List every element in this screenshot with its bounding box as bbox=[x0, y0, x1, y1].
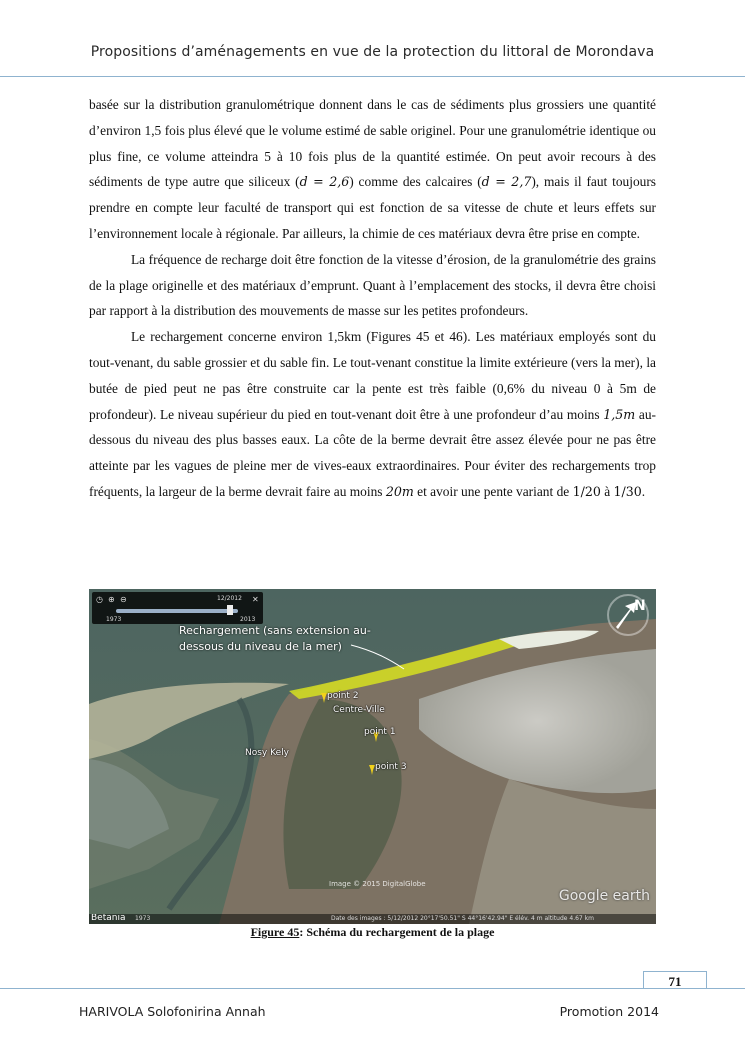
map-status-bar bbox=[89, 914, 656, 924]
footer-author: HARIVOLA Solofonirina Annah bbox=[79, 1004, 266, 1019]
text-run: à bbox=[600, 483, 614, 499]
imagery-copyright: Image © 2015 DigitalGlobe bbox=[329, 880, 426, 888]
svg-text:N: N bbox=[634, 598, 646, 614]
label-betania: Betania bbox=[91, 914, 126, 923]
status-year: 1973 bbox=[135, 915, 151, 922]
math-slope-min: 1/20 bbox=[572, 483, 601, 499]
text-run: basée sur la distribution granulométrique donnent dans le cas de sédiments plus grossiers une quantité d’environ 1,5 fois plus élevé que le volume estimé de sable originel. Pour une granulométrie identique ou plus fine, ce volume atteindra 5 à 10 fois plus de la quantité estimée. On peut avoir recours à des sédiments de type autre que siliceux ( bbox=[89, 97, 656, 190]
text-run: au-dessous du niveau des plus basses eaux. La côte de la berme devrait être assez élevée pour ne pas être atteinte par les vagues de pleine mer de vives-eaux extraordinaires. Pour éviter des rechargements trop fréquents, la largeur de la berme devrait faire au moins bbox=[89, 406, 657, 499]
math-density-calcaire: d = 2,7 bbox=[481, 174, 532, 190]
figure-reference[interactable]: Figure 45 bbox=[250, 925, 300, 939]
status-info: Date des images : 5/12/2012 20°17'50.51" S 44°16'42.94" E élév. 4 m altitude 4.67 km bbox=[331, 915, 594, 922]
historical-imagery-timeline[interactable] bbox=[92, 592, 263, 624]
timeline-start: 1973 bbox=[106, 616, 122, 623]
timeline-slider-thumb[interactable] bbox=[227, 605, 233, 615]
body-text bbox=[89, 92, 656, 505]
footer-divider bbox=[0, 988, 745, 989]
text-run: ) comme des calcaires ( bbox=[349, 174, 482, 190]
satellite-figure bbox=[89, 589, 656, 924]
google-earth-logo: Google earth bbox=[558, 888, 650, 904]
page-header-title: Propositions d’aménagements en vue de la protection du littoral de Morondava bbox=[90, 44, 655, 60]
timeline-slider-track[interactable] bbox=[116, 609, 238, 613]
text-run: et avoir une pente variant de bbox=[413, 483, 573, 499]
label-centre-ville: Centre-Ville bbox=[333, 705, 385, 715]
label-point-2: point 2 bbox=[327, 691, 359, 701]
paragraph-3 bbox=[89, 324, 656, 505]
label-point-1: point 1 bbox=[364, 727, 396, 737]
math-slope-max: 1/30 bbox=[613, 483, 642, 499]
math-depth: 1,5m bbox=[603, 406, 636, 422]
math-berm-width: 20m bbox=[385, 483, 414, 499]
recharge-annotation: Rechargement (sans extension au-dessous du niveau de la mer) bbox=[179, 624, 371, 653]
footer-promotion: Promotion 2014 bbox=[559, 1004, 659, 1019]
close-icon[interactable]: ✕ bbox=[252, 595, 259, 604]
timeline-end: 2013 bbox=[240, 616, 256, 623]
math-density-silica: d = 2,6 bbox=[299, 174, 350, 190]
zoom-in-icon[interactable]: ⊕ bbox=[108, 595, 115, 604]
page-number: 71 bbox=[643, 971, 707, 989]
label-nosy-kely: Nosy Kely bbox=[245, 748, 289, 758]
north-arrow-icon[interactable] bbox=[606, 593, 650, 637]
text-run: . bbox=[641, 483, 646, 499]
caption-text: : Schéma du rechargement de la plage bbox=[299, 925, 495, 939]
header-divider bbox=[0, 76, 745, 77]
text-run: ), mais il faut toujours prendre en compte leur faculté de transport qui est fonction de sa vitesse de chute et leurs effets sur l’environnement locale à régionale. Par ailleurs, la chimie de ces matériaux devra être prise en compte. bbox=[89, 174, 657, 241]
timeline-current-date: 12/2012 bbox=[217, 595, 242, 602]
paragraph-2: La fréquence de recharge doit être fonction de la vitesse d’érosion, de la granulométrie des grains de la plage originelle et des matériaux d’emprunt. Quant à l’emplacement des stocks, il devra être choisi par rapport à la distribution des mouvements de masse sur les petites profondeurs. bbox=[89, 251, 656, 319]
figure-caption bbox=[0, 925, 745, 940]
clock-icon[interactable]: ◷ bbox=[96, 595, 103, 604]
zoom-out-icon[interactable]: ⊖ bbox=[120, 595, 127, 604]
label-point-3: point 3 bbox=[375, 762, 407, 772]
text-run: Le rechargement concerne environ 1,5km (Figures 45 et 46). Les matériaux employés sont du tout-venant, du sable grossier et du sable fin. Le tout-venant constitue la limite extérieure (vers la mer), la butée de pied peut ne pas être construite car la pente est très faible (0,6% du niveau 0 à 5m de profondeur). Le niveau supérieur du pied en tout-venant doit être à une profondeur d’au moins bbox=[89, 329, 656, 422]
paragraph-1 bbox=[89, 92, 656, 247]
